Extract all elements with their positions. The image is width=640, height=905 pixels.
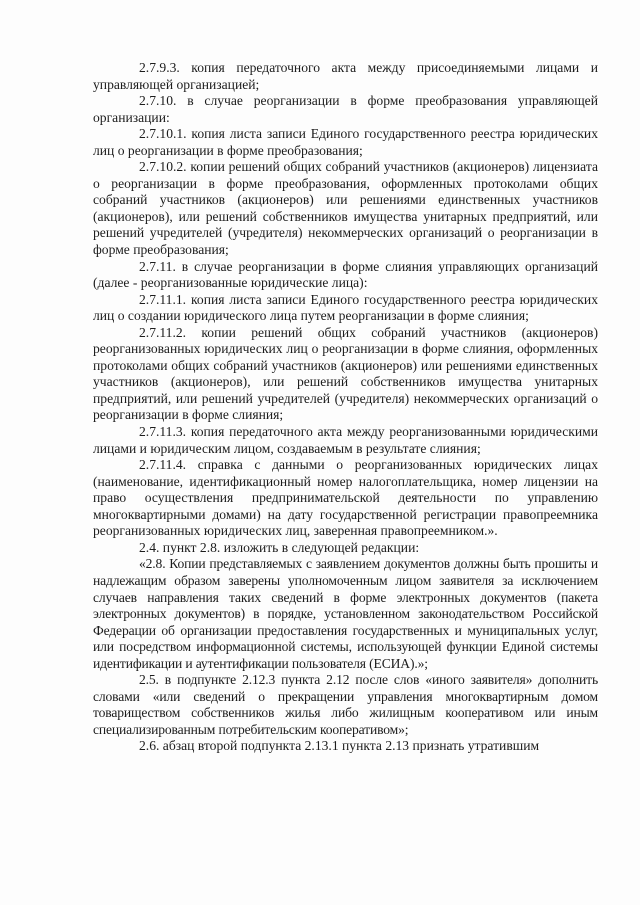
- paragraph-2-7-11-2: 2.7.11.2. копии решений общих собраний участников (акционеров) реорганизованных юридических лиц о реорганизации в форме слияния, оформленных протоколами общих собраний участников (акционеров) или решениями единственных участников (акционеров), или решений собственников имущества унитарных предприятий, или решений учредителей (учредителя) некоммерческих организаций о реорганизации в форме слияния;: [93, 324, 598, 423]
- paragraph-2-7-10-1: 2.7.10.1. копия листа записи Единого государственного реестра юридических лиц о реорганизации в форме преобразования;: [93, 126, 598, 158]
- paragraph-2-7-11: 2.7.11. в случае реорганизации в форме слияния управляющих организаций (далее - реорганизованные юридические лица):: [93, 258, 598, 291]
- paragraph-2-7-11-1: 2.7.11.1. копия листа записи Единого государственного реестра юридических лиц о создании юридического лица путем реорганизации в форме слияния;: [93, 291, 598, 324]
- paragraph-2-8-quote: «2.8. Копии представляемых с заявлением документов должны быть прошиты и надлежащим образом заверены уполномоченным лицом заявителя за исключением случаев направления таких сведений в форме электронных документов (пакета электронных документов) в порядке, установленном законодательством Российской Федерации об организации предоставления государственных и муниципальных услуг, или посредством информационной системы, использующей функции Единой системы идентификации и аутентификации пользователя (ЕСИА).»;: [93, 556, 598, 671]
- paragraph-2-5: 2.5. в подпункте 2.12.3 пункта 2.12 после слов «иного заявителя» дополнить словами «или сведений о прекращении управления многоквартирным домом товариществом собственников жилья либо жилищным кооперативом или иным специализированным потребительским кооперативом»;: [93, 672, 598, 737]
- paragraph-2-6: 2.6. абзац второй подпункта 2.13.1 пункта 2.13 признать утратившим: [139, 738, 540, 754]
- paragraph-2-7-11-3: 2.7.11.3. копия передаточного акта между реорганизованными юридическими лицами и юридическим лицом, создаваемым в результате слияния;: [93, 424, 598, 456]
- paragraph-2-7-11-4: 2.7.11.4. справка с данными о реорганизованных юридических лицах (наименование, идентификационный номер налогоплательщика, номер лицензии на право осуществления предпринимательской деятельности по управлению многоквартирными домами) на дату государственной регистрации правопреемника реорганизованных юридических лиц, заверенная правопреемником.».: [93, 457, 598, 539]
- paragraph-2-7-10-2: 2.7.10.2. копии решений общих собраний участников (акционеров) лицензиата о реорганизации в форме преобразования, оформленных протоколами общих собраний участников (акционеров) или решениями единственных участников (акционеров), или решений собственников имущества унитарных предприятий, или решений учредителей (учредителя) некоммерческих организаций о реорганизации в форме преобразования;: [93, 159, 598, 258]
- paragraph-2-7-10: 2.7.10. в случае реорганизации в форме преобразования управляющей организации:: [93, 93, 598, 125]
- document-body: [93, 60, 598, 755]
- paragraph-2-7-9-3: 2.7.9.3. копия передаточного акта между присоединяемыми лицами и управляющей организацией;: [93, 60, 598, 92]
- paragraph-2-4: 2.4. пункт 2.8. изложить в следующей редакции:: [139, 539, 420, 555]
